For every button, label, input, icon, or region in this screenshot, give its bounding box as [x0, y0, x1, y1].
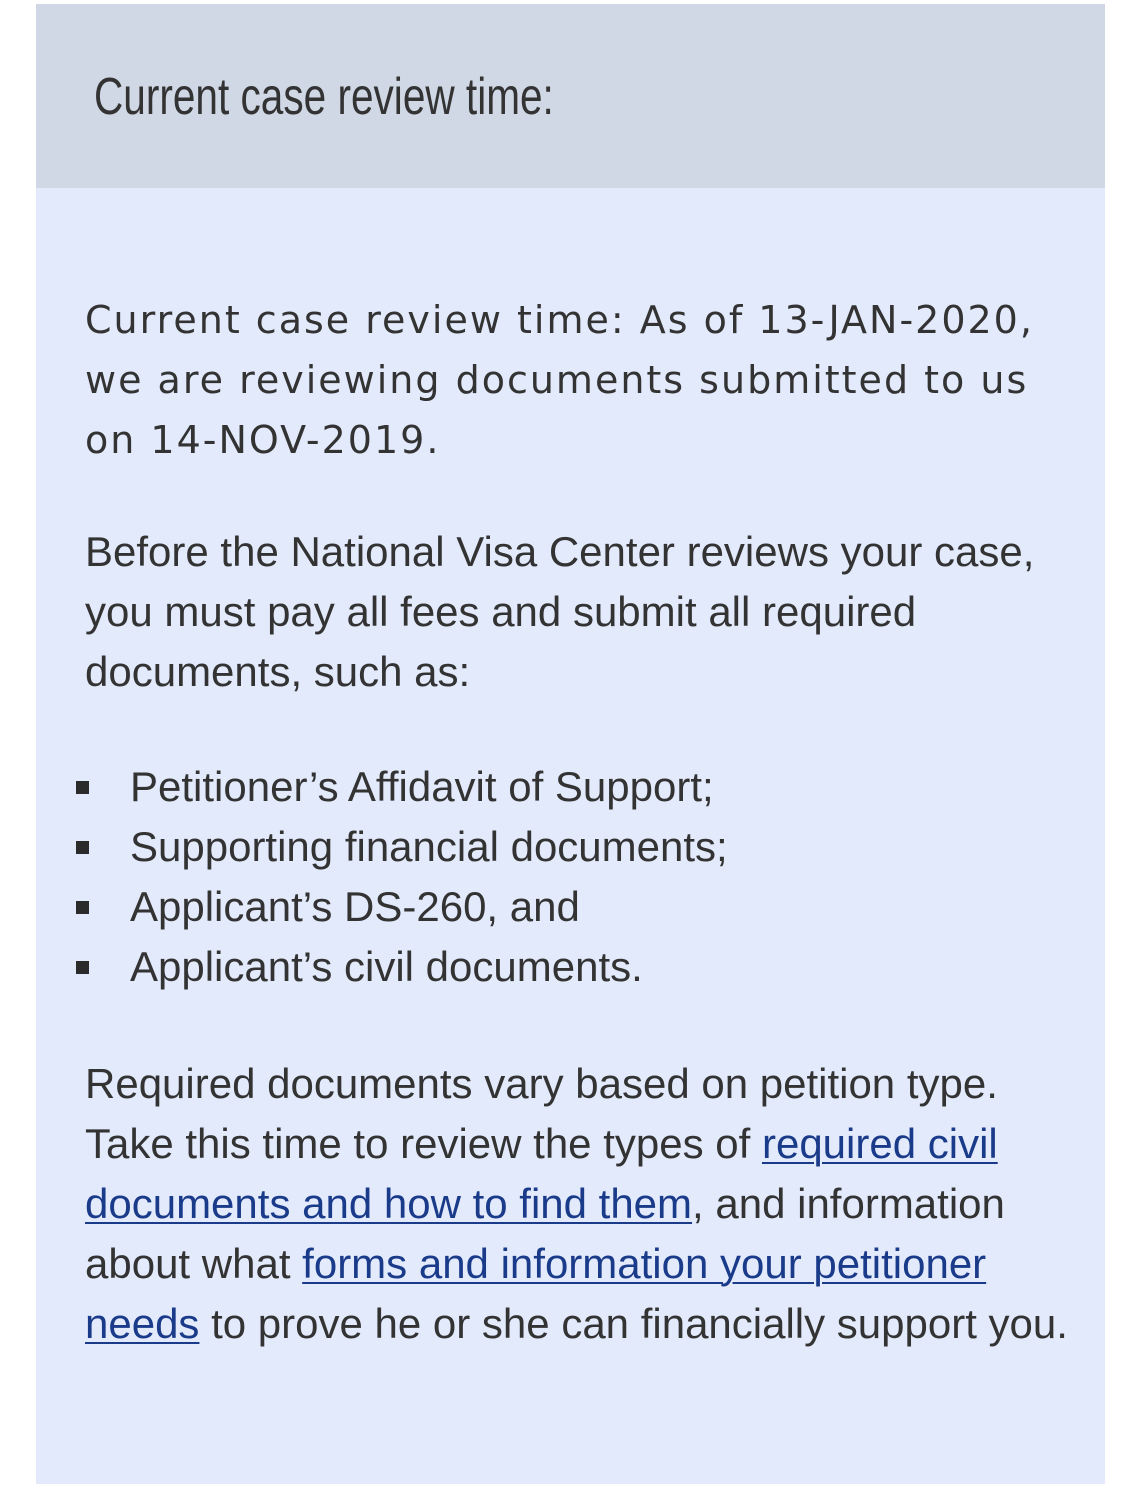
- closing-text-part-2: , and information about what: [85, 1180, 1005, 1287]
- list-item: [85, 937, 1085, 997]
- list-item-text: Supporting financial documents;: [130, 823, 728, 870]
- required-civil-documents-link[interactable]: required civil documents and how to find them: [85, 1120, 998, 1227]
- card-body: [36, 188, 1105, 1354]
- review-status-text: Current case review time: As of 13-JAN-2020, we are reviewing documents submitted to us on 14-NOV-2019.: [85, 298, 1034, 462]
- square-bullet-icon: [76, 781, 89, 794]
- list-item: [85, 877, 1085, 937]
- list-item-text: Applicant’s civil documents.: [130, 943, 643, 990]
- list-item-text: Petitioner’s Affidavit of Support;: [130, 763, 714, 810]
- closing-text-part-1: Required documents vary based on petition type. Take this time to review the types of: [85, 1060, 998, 1167]
- case-review-card: [36, 4, 1105, 1484]
- closing-text-part-3: to prove he or she can financially support you.: [199, 1300, 1068, 1347]
- square-bullet-icon: [76, 841, 89, 854]
- list-item: [85, 757, 1085, 817]
- required-documents-list: [85, 757, 1085, 997]
- square-bullet-icon: [76, 901, 89, 914]
- card-header: [36, 4, 1105, 188]
- closing-paragraph: [85, 1054, 1085, 1354]
- intro-paragraph: Before the National Visa Center reviews your case, you must pay all fees and submit all required documents, such as:: [85, 528, 1035, 695]
- square-bullet-icon: [76, 961, 89, 974]
- card-title: Current case review time:: [94, 68, 554, 126]
- list-item: [85, 817, 1085, 877]
- list-item-text: Applicant’s DS-260, and: [130, 883, 580, 930]
- petitioner-forms-link[interactable]: forms and information your petitioner needs: [85, 1240, 987, 1347]
